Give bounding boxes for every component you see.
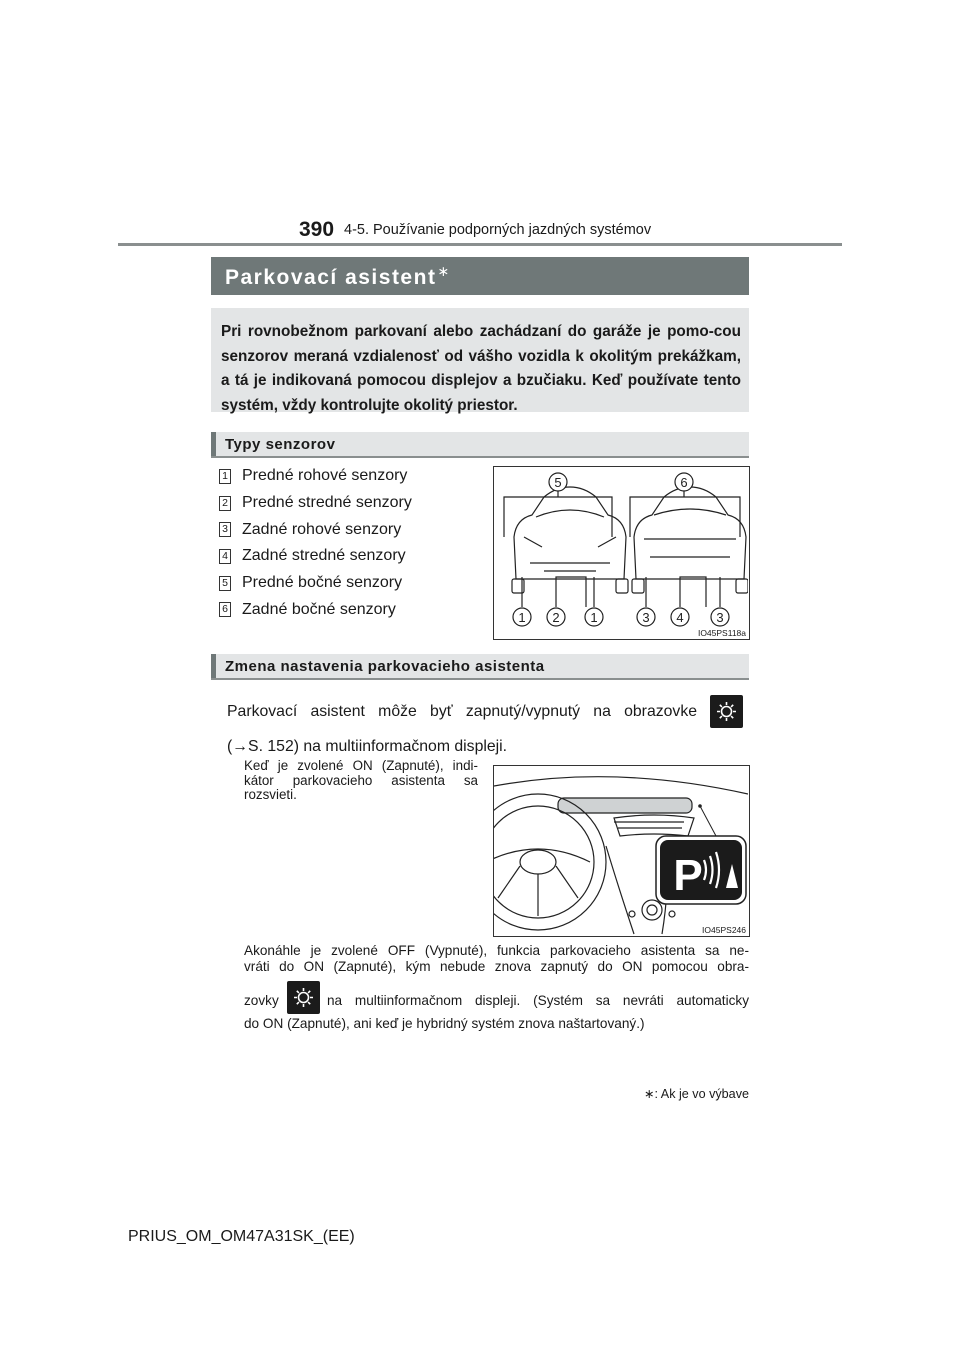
gear-icon <box>287 981 320 1014</box>
item-label: Predné stredné senzory <box>242 494 412 512</box>
list-item <box>219 570 412 597</box>
dashboard-illustration <box>494 766 748 935</box>
list-item <box>219 543 412 570</box>
callout-label: 1 <box>518 610 526 625</box>
chapter-title: 4-5. Používanie podporných jazdných systémov <box>344 222 652 238</box>
document-id: PRIUS_OM_OM47A31SK_(EE) <box>128 1228 355 1245</box>
settings-paragraph-line1: Parkovací asistent môže byť zapnutý/vypnutý na obrazovke <box>227 703 697 720</box>
dashboard-figure <box>493 765 750 937</box>
callout-label: 1 <box>590 610 598 625</box>
list-item <box>219 516 412 543</box>
item-number: 6 <box>219 602 231 617</box>
item-number: 2 <box>219 496 231 511</box>
header-divider <box>118 243 842 246</box>
callout-label: 3 <box>642 610 650 625</box>
sensor-location-figure <box>493 466 750 640</box>
types-heading: Typy senzorov <box>211 432 749 458</box>
item-number: 5 <box>219 576 231 591</box>
indicator-note: Keď je zvolené ON (Zapnuté), indi-kátor parkovacieho asistenta sa rozsvieti. <box>244 758 478 802</box>
off-paragraph-line4: do ON (Zapnuté), ani keď je hybridný systém znova naštartovaný.) <box>244 1016 645 1031</box>
item-label: Zadné stredné senzory <box>242 547 406 565</box>
item-label: Zadné bočné senzory <box>242 600 396 618</box>
off-paragraph-line2: vráti do ON (Zapnuté), kým nebude znova zapnutý do ON pomocou obra- <box>244 959 749 974</box>
off-paragraph-line3a: zovky <box>244 993 279 1008</box>
item-number: 4 <box>219 549 231 564</box>
item-label: Predné rohové senzory <box>242 467 408 485</box>
optional-equipment-mark: ∗ <box>437 263 451 279</box>
list-item <box>219 463 412 490</box>
item-label: Zadné rohové senzory <box>242 520 402 538</box>
off-paragraph-line3b: na multiinformačnom displeji. (Systém sa nevráti automaticky <box>327 993 749 1008</box>
list-item <box>219 490 412 517</box>
indicator-letter: P <box>673 851 703 900</box>
settings-paragraph-line2: (→S. 152) na multiinformačnom displeji. <box>227 738 508 755</box>
figure-code: IO45PS246 <box>702 925 746 935</box>
callout-label: 6 <box>680 475 688 490</box>
gear-icon <box>710 695 743 728</box>
page-number: 390 <box>299 218 335 241</box>
section-title-bar <box>211 257 749 295</box>
item-number: 3 <box>219 522 231 537</box>
item-number: 1 <box>219 469 231 484</box>
figure-code: IO45PS118a <box>697 628 746 638</box>
callout-label: 3 <box>716 610 724 625</box>
page-title: Parkovací asistent <box>225 266 437 289</box>
item-label: Predné bočné senzory <box>242 574 403 592</box>
callout-label: 2 <box>552 610 560 625</box>
car-sensor-illustration <box>494 467 748 638</box>
settings-heading: Zmena nastavenia parkovacieho asistenta <box>211 654 749 680</box>
callout-label: 5 <box>554 475 562 490</box>
list-item <box>219 596 412 623</box>
off-paragraph-line1: Akonáhle je zvolené OFF (Vypnuté), funkcia parkovacieho asistenta sa ne- <box>244 943 749 958</box>
intro-box: Pri rovnobežnom parkovaní alebo zachádzaní do garáže je pomo-cou senzorov meraná vzdialenosť od vášho vozidla k okolitým prekážkam, a tá je indikovaná pomocou displejov a bzučiaku. Keď používate tento systém, vždy kontrolujte okolitý priestor. <box>211 308 749 412</box>
footnote: ∗: Ak je vo výbave <box>643 1087 749 1101</box>
sensor-type-list <box>219 463 412 623</box>
callout-label: 4 <box>676 610 684 625</box>
